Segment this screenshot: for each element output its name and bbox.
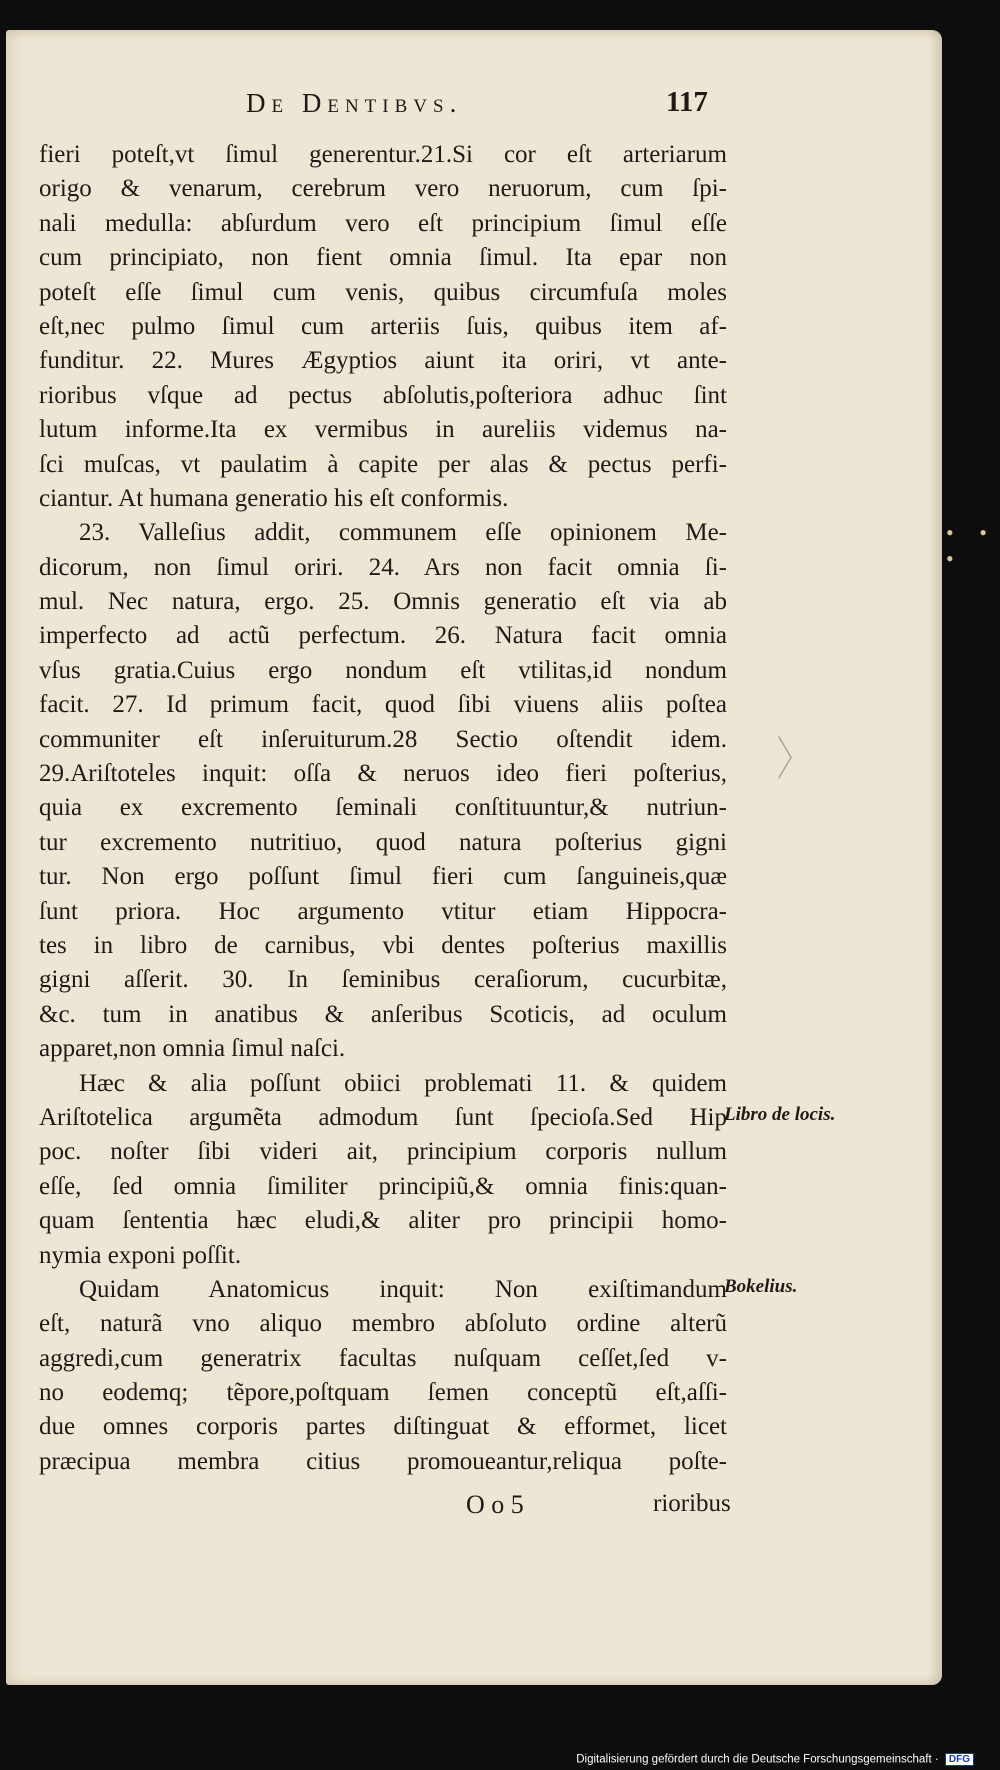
page-number: 117: [666, 86, 708, 118]
text-line: communiter eſt inſeruiturum.28 Sectio oſtendit idem.: [39, 725, 727, 753]
body-text: [39, 138, 727, 1479]
text-line: facit. 27. Id primum facit, quod ſibi viuens aliis poſtea: [39, 691, 727, 719]
marginal-note-bokelius: Bokelius.: [724, 1276, 798, 1297]
text-line: Ariſtotelica argumẽta admodum ſunt ſpecioſa.Sed Hip: [39, 1103, 727, 1131]
digitization-credit: [576, 1753, 974, 1766]
text-line: 29.Ariſtoteles inquit: oſſa & neruos ideo fieri poſterius,: [39, 760, 727, 788]
text-line: dicorum, non ſimul oriri. 24. Ars non facit omnia ſi-: [39, 553, 727, 581]
text-line: aggredi,cum generatrix facultas nuſquam ceſſet,ſed v-: [39, 1344, 727, 1372]
text-line: tur. Non ergo poſſunt ſimul fieri cum ſanguineis,quæ: [39, 863, 727, 891]
text-line: Quidam Anatomicus inquit: Non exiſtimandum: [79, 1275, 727, 1303]
text-line: eſt, naturã vno aliquo membro abſoluto ordine alterũ: [39, 1310, 727, 1338]
text-line: Hæc & alia poſſunt obiici problemati 11. & quidem: [79, 1069, 727, 1097]
text-line: poteſt eſſe ſimul cum venis, quibus circumfuſa moles: [39, 278, 727, 306]
book-page: [6, 30, 942, 1685]
text-line: &c. tum in anatibus & anſeribus Scoticis, ad oculum: [39, 1000, 727, 1028]
text-line: mul. Nec natura, ergo. 25. Omnis generatio eſt via ab: [39, 588, 727, 616]
text-line: gigni aſſerit. 30. In ſeminibus ceraſiorum, cucurbitæ,: [39, 966, 727, 994]
text-line: ſunt priora. Hoc argumento vtitur etiam Hippocra-: [39, 897, 727, 925]
edge-dots: • • •: [946, 520, 997, 571]
text-line: rioribus vſque ad pectus abſolutis,poſteriora adhuc ſint: [39, 381, 727, 409]
text-line: apparet,non omnia ſimul naſci.: [39, 1035, 346, 1063]
catchword: rioribus: [653, 1490, 731, 1517]
text-line: tur excremento nutritiuo, quod natura poſterius gigni: [39, 828, 727, 856]
text-line: cum principiato, non fient omnia ſimul. Ita epar non: [39, 244, 727, 272]
text-line: eſt,nec pulmo ſimul cum arteriis ſuis, quibus item af-: [39, 312, 727, 340]
text-line: ciantur. At humana generatio his eſt conformis.: [39, 484, 509, 512]
text-line: fieri poteſt,vt ſimul generentur.21.Si cor eſt arteriarum: [39, 141, 727, 168]
text-line: eſſe, ſed omnia ſimiliter principiũ,& omnia finis:quan-: [39, 1172, 727, 1200]
text-line: vſus gratia.Cuius ergo nondum eſt vtilitas,id nondum: [39, 656, 727, 684]
text-line: quam ſententia hæc eludi,& aliter pro principii homo-: [39, 1207, 727, 1235]
text-line: imperfecto ad actũ perfectum. 26. Natura facit omnia: [39, 622, 727, 650]
bracket-mark: 〉: [776, 734, 810, 785]
text-line: nymia exponi poſſit.: [39, 1241, 242, 1269]
text-line: poc. noſter ſibi videri ait, principium corporis nullum: [39, 1138, 727, 1166]
running-head: De Dentibvs.: [246, 88, 463, 118]
credit-text: Digitalisierung gefördert durch die Deutsche Forschungsgemeinschaft ·: [576, 1753, 939, 1766]
text-line: quia ex excremento ſeminali conſtituuntur,& nutriun-: [39, 794, 727, 822]
marginal-note-libro-de-locis: Libro de locis.: [724, 1104, 836, 1125]
text-line: 23. Valleſius addit, communem eſſe opinionem Me-: [79, 519, 727, 547]
signature-mark: O o 5: [466, 1490, 524, 1519]
text-line: no eodemq; tẽpore,poſtquam ſemen conceptũ eſt,aſſi-: [39, 1379, 727, 1407]
text-line: lutum informe.Ita ex vermibus in aureliis videmus na-: [39, 416, 727, 444]
text-line: tes in libro de carnibus, vbi dentes poſterius maxillis: [39, 931, 727, 959]
dfg-logo-icon: DFG: [945, 1753, 974, 1766]
text-line: ſci muſcas, vt paulatim à capite per alas & pectus perfi-: [39, 450, 727, 478]
text-line: funditur. 22. Mures Ægyptios aiunt ita oriri, vt ante-: [39, 347, 727, 375]
text-line: origo & venarum, cerebrum vero neruorum, cum ſpi-: [39, 175, 727, 203]
text-line: due omnes corporis partes diſtinguat & efformet, licet: [39, 1413, 727, 1441]
text-line: nali medulla: abſurdum vero eſt principium ſimul eſſe: [39, 209, 727, 237]
text-line: præcipua membra citius promoueantur,reliqua poſte-: [39, 1447, 727, 1475]
